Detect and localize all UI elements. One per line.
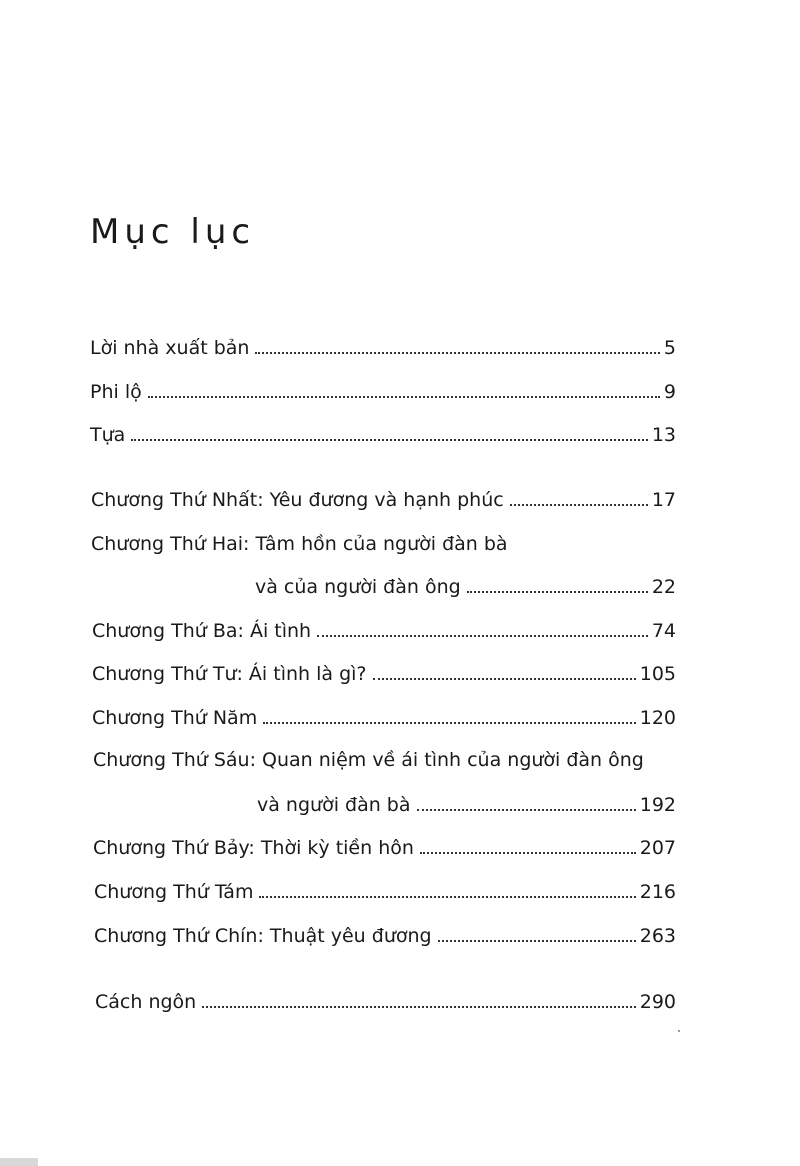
dot-leader: [510, 504, 648, 506]
toc-entry-chapter-3: [92, 619, 676, 643]
toc-entry-cach-ngon: [95, 990, 676, 1014]
dot-leader: [263, 722, 636, 724]
dot-leader: [131, 439, 648, 441]
toc-entry-continuation: và người đàn bà: [257, 794, 411, 816]
toc-entry-label: Chương Thứ Tư: Ái tình là gì?: [92, 663, 367, 685]
toc-entry-chapter-9: [94, 924, 676, 948]
toc-entry-label: Chương Thứ Ba: Ái tình: [92, 620, 312, 642]
toc-entry-label: Chương Thứ Chín: Thuật yêu đương: [94, 925, 432, 947]
toc-entry-continuation: và của người đàn ông: [255, 576, 461, 598]
dot-leader: [417, 809, 636, 811]
dot-leader: [259, 896, 635, 898]
toc-entry-chapter-1: [91, 488, 676, 512]
toc-entry-label: Cách ngôn: [95, 991, 197, 1013]
toc-entry-label: Chương Thứ Bảy: Thời kỳ tiền hôn: [93, 837, 414, 859]
toc-entry-loi-nha-xuat-ban: [90, 336, 676, 360]
toc-page-number: 207: [639, 837, 676, 859]
toc-entry-chapter-4: [92, 662, 676, 686]
scan-edge-mark: [0, 1158, 38, 1166]
dot-leader: [317, 635, 648, 637]
toc-page-number: 290: [639, 991, 676, 1013]
toc-page-number: 216: [639, 881, 676, 903]
dot-leader: [373, 678, 636, 680]
toc-entry-label: Lời nhà xuất bản: [90, 337, 250, 359]
toc-page-number: 120: [639, 707, 676, 729]
toc-entry-chapter-6-continuation: [257, 793, 676, 817]
dot-leader: [148, 396, 660, 398]
toc-entry-label: Phi lộ: [90, 381, 142, 403]
toc-entry-chapter-7: [93, 836, 676, 860]
toc-entry-label: Chương Thứ Hai: Tâm hồn của người đàn bà: [91, 533, 508, 555]
toc-entry-chapter-2: [91, 532, 508, 556]
dot-leader: [255, 352, 659, 354]
toc-page-number: 263: [639, 925, 676, 947]
dot-leader: [202, 1006, 636, 1008]
toc-entry-label: Chương Thứ Nhất: Yêu đương và hạnh phúc: [91, 489, 504, 511]
toc-entry-label: Chương Thứ Năm: [92, 707, 258, 729]
toc-page-number: 74: [651, 620, 676, 642]
toc-entry-chapter-5: [92, 706, 676, 730]
toc-entry-chapter-6: [93, 748, 644, 772]
toc-page-number: 9: [663, 381, 676, 403]
toc-page-number: 5: [663, 337, 676, 359]
toc-page-number: 22: [651, 576, 676, 598]
toc-page-number: 17: [651, 489, 676, 511]
toc-page-number: 105: [639, 663, 676, 685]
toc-page-number: 13: [651, 424, 676, 446]
dot-leader: [467, 591, 648, 593]
toc-entry-chapter-2-continuation: [255, 575, 676, 599]
toc-entry-label: Tựa: [90, 424, 126, 446]
dot-leader: [438, 940, 636, 942]
toc-page-number: 192: [639, 794, 676, 816]
scan-speck: [678, 1030, 680, 1032]
toc-entry-tua: [90, 423, 676, 447]
toc-entry-chapter-8: [94, 880, 676, 904]
toc-title: Mục lục: [90, 212, 256, 252]
toc-entry-label: Chương Thứ Tám: [94, 881, 254, 903]
toc-entry-label: Chương Thứ Sáu: Quan niệm về ái tình của người đàn ông: [93, 749, 644, 771]
toc-entry-phi-lo: [90, 380, 676, 404]
dot-leader: [420, 852, 636, 854]
